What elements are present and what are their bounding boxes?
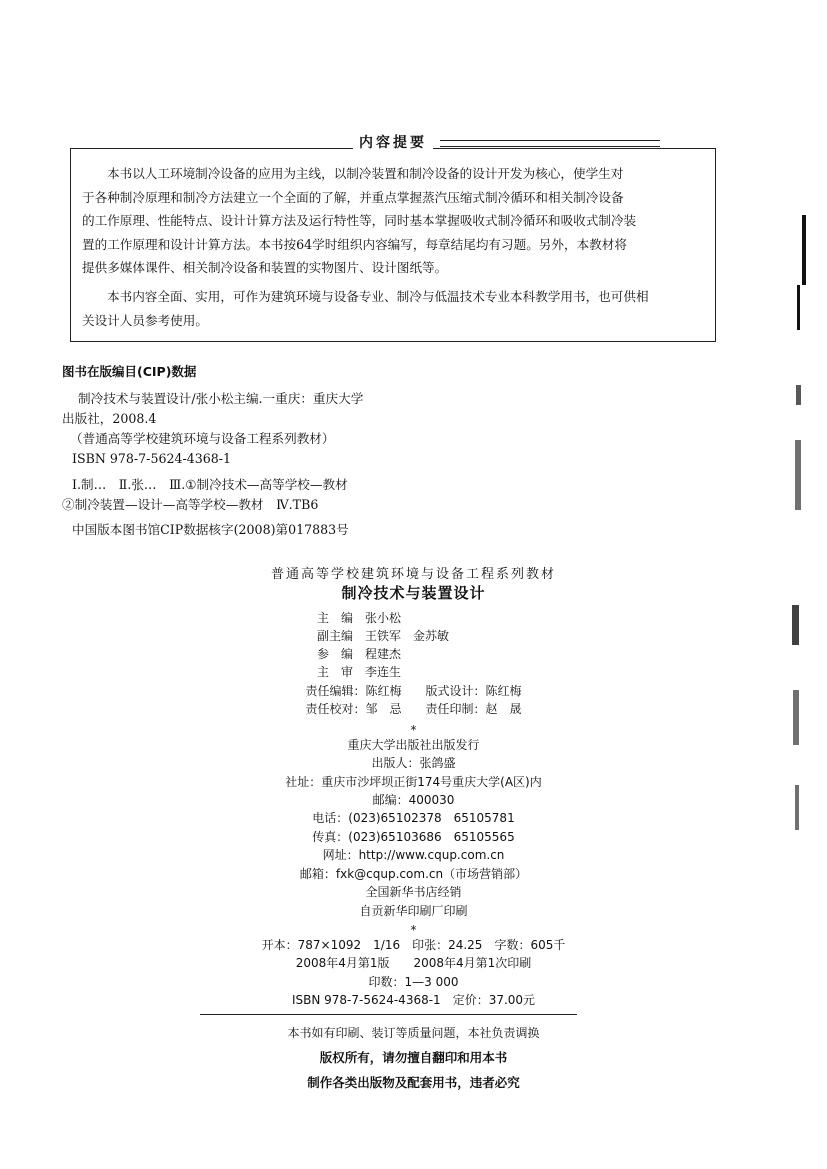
cip-line: Ⅰ.制… Ⅱ.张… Ⅲ.①制冷技术—高等学校—教材 (72, 477, 348, 492)
credit-line: 参 编 程建杰 (317, 647, 402, 661)
cip-heading: 图书在版编目(CIP)数据 (62, 364, 197, 379)
bottom-rule (200, 1014, 577, 1015)
spec-line: 2008年4月第1版 2008年4月第1次印刷 (295, 956, 532, 970)
summary-paragraph-2 (82, 285, 704, 332)
star-separator: * (410, 923, 417, 937)
summary-line: 本书以人工环境制冷设备的应用为主线，以制冷装置和制冷设备的设计开发为核心，使学生对 (107, 166, 624, 181)
cip-line: ②制冷装置—设计—高等学校—教材 Ⅳ.TB6 (62, 497, 319, 512)
credit-line: 主 编 张小松 (317, 611, 402, 625)
publisher-line: 全国新华书店经销 (365, 885, 462, 899)
publisher-line: 电话：(023)65102378 65105781 (312, 811, 515, 825)
cip-line: （普通高等学校建筑环境与设备工程系列教材） (70, 431, 335, 446)
scan-edge-mark (795, 440, 801, 510)
summary-line: 本书内容全面、实用，可作为建筑环境与设备专业、制冷与低温技术专业本科教学用书，也可供相 (107, 289, 649, 304)
cip-line: 出版社，2008.4 (62, 411, 157, 426)
summary-paragraph-1 (82, 162, 704, 280)
cip-line: ISBN 978-7-5624-4368-1 (72, 451, 232, 466)
cip-line: 中国版本图书馆CIP数据核字(2008)第017883号 (72, 522, 349, 537)
credit-line: 副主编 王铁军 金苏敏 (317, 629, 450, 643)
publisher-line: 重庆大学出版社出版发行 (347, 738, 480, 752)
scan-edge-mark (792, 605, 799, 645)
scan-edge-mark (796, 385, 801, 405)
publisher-line: 自贡新华印刷厂印刷 (359, 904, 468, 918)
publisher-line: 出版人：张鸽盛 (371, 756, 456, 770)
scan-edge-mark (793, 690, 799, 745)
credit-line: 主 审 李连生 (317, 665, 402, 679)
spec-line: 印数：1—3 000 (368, 975, 459, 989)
heading-rule-bottom (440, 146, 660, 147)
copyright-line: 版权所有，请勿擅自翻印和用本书 (319, 1050, 508, 1065)
summary-line: 关设计人员参考使用。 (82, 312, 208, 328)
publisher-line: 邮箱：fxk@cqup.com.cn（市场营销部） (299, 867, 528, 881)
editor-line: 责任编辑：陈红梅 版式设计：陈红梅 (305, 684, 522, 698)
publisher-line: 社址：重庆市沙坪坝正街174号重庆大学(A区)内 (285, 775, 542, 789)
star-separator: * (410, 723, 417, 737)
heading-rule-top (440, 140, 660, 141)
scan-edge-mark (795, 785, 799, 830)
scan-edge-mark (797, 285, 800, 330)
summary-heading: 内容提要 (353, 133, 433, 153)
publisher-line: 邮编：400030 (372, 793, 455, 807)
imprint-book-title: 制冷技术与装置设计 (341, 584, 486, 602)
quality-notice: 本书如有印刷、装订等质量问题，本社负责调换 (287, 1026, 540, 1040)
summary-line: 的工作原理、性能特点、设计计算方法及运行特性等，同时基本掌握吸收式制冷循环和吸收式制冷装 (82, 213, 637, 228)
summary-line: 置的工作原理和设计计算方法。本书按64学时组织内容编写，每章结尾均有习题。另外，本教材将 (82, 236, 627, 252)
imprint-series: 普通高等学校建筑环境与设备工程系列教材 (270, 567, 556, 582)
cip-line: 制冷技术与装置设计/张小松主编.一重庆：重庆大学 (78, 391, 364, 406)
copyright-line: 制作各类出版物及配套用书，违者必究 (307, 1075, 520, 1090)
spec-line: 开本：787×1092 1/16 印张：24.25 字数：605千 (261, 938, 566, 952)
summary-line: 提供多媒体课件、相关制冷设备和装置的实物图片、设计图纸等。 (82, 260, 448, 275)
publisher-line: 网址：http://www.cqup.com.cn (322, 848, 505, 862)
editor-line: 责任校对：邹 忌 责任印制：赵 晟 (305, 702, 522, 716)
summary-line: 于各种制冷原理和制冷方法建立一个全面的了解，并重点掌握蒸汽压缩式制冷循环和相关制冷设备 (82, 189, 624, 205)
spec-line: ISBN 978-7-5624-4368-1 定价：37.00元 (291, 993, 536, 1007)
scan-edge-mark (802, 215, 806, 285)
publisher-line: 传真：(023)65103686 65105565 (312, 830, 515, 844)
